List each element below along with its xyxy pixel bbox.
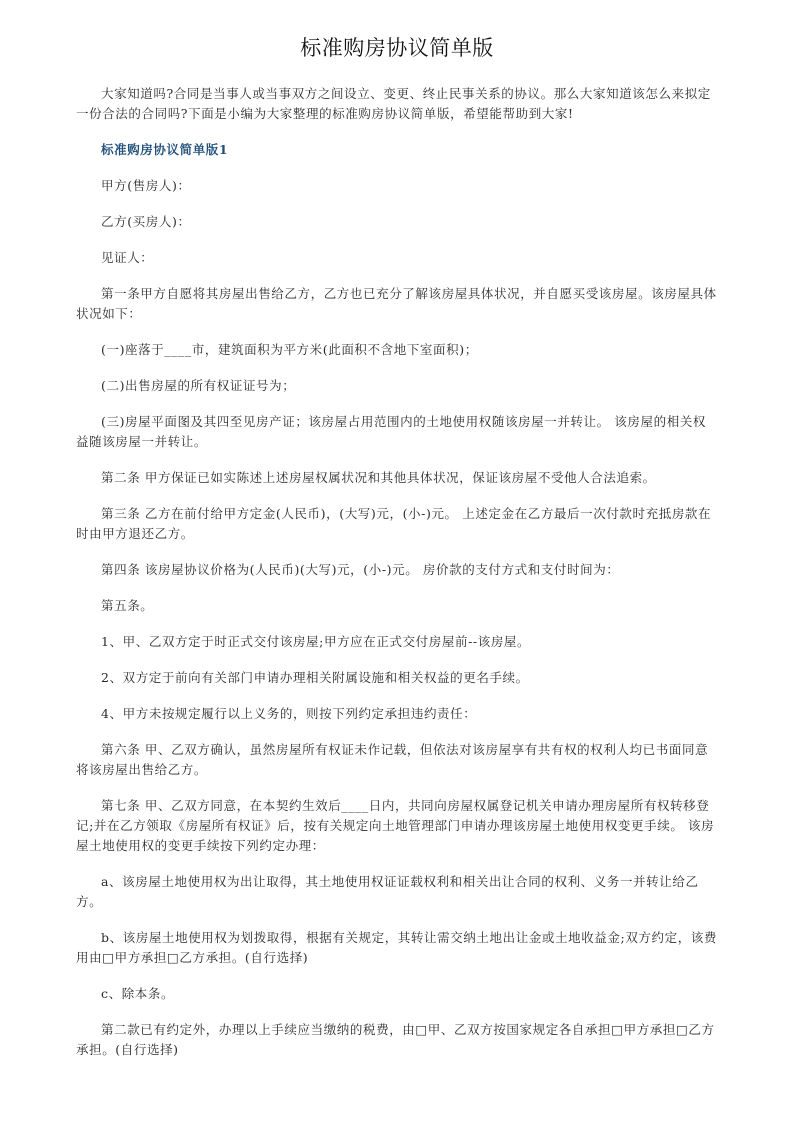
- document-title: 标准购房协议简单版: [300, 36, 494, 60]
- article-5-item-2: 2、双方定于前向有关部门申请办理相关附属设施和相关权益的更名手续。: [101, 670, 529, 685]
- article-5: 第五条。: [101, 598, 154, 613]
- article-7: 第七条 甲、乙双方同意，在本契约生效后____日内，共同向房屋权属登记机关申请办理房屋所有权转移登记;并在乙方领取《房屋所有权证》后，按有关规定向土地管理部门申请办理该房屋土地使用权变更手续。 该房屋土地使用权的变更手续按下列约定办理：: [76, 798, 715, 853]
- article-1: 第一条甲方自愿将其房屋出售给乙方，乙方也已充分了解该房屋具体状况，并自愿买受该房屋。该房屋具体状况如下：: [76, 286, 717, 321]
- section-heading: 标准购房协议简单版1: [101, 142, 229, 157]
- article-5-item-4: 4、甲方未按规定履行以上义务的，则按下列约定承担违约责任：: [101, 706, 477, 721]
- article-1-item-1: (一)座落于____市，建筑面积为平方米(此面积不含地下室面积)；: [101, 342, 478, 357]
- article-7-item-c: c、除本条。: [101, 986, 175, 1001]
- article-5-item-1: 1、甲、乙双方定于时正式交付该房屋;甲方应在正式交付房屋前--该房屋。: [101, 634, 531, 649]
- article-3: 第三条 乙方在前付给甲方定金(人民币)，(大写)元，(小-)元。 上述定金在乙方最后一次付款时充抵房款在时由甲方退还乙方。: [76, 506, 712, 541]
- article-6: 第六条 甲、乙双方确认，虽然房屋所有权证未作记载，但依法对该房屋享有共有权的权利人均已书面同意将该房屋出售给乙方。: [76, 742, 709, 777]
- article-4: 第四条 该房屋协议价格为(人民币)(大写)元，(小-)元。 房价款的支付方式和支付时间为：: [101, 562, 620, 577]
- article-7-clause-2: 第二款已有约定外，办理以上手续应当缴纳的税费，由□甲、乙双方按国家规定各自承担□甲方承担□乙方承担。(自行选择): [76, 1022, 715, 1057]
- witness-line: 见证人：: [101, 250, 154, 265]
- article-1-item-3: (三)房屋平面图及其四至见房产证；该房屋占用范围内的土地使用权随该房屋一并转让。 该房屋的相关权益随该房屋一并转让。: [76, 414, 707, 449]
- article-2: 第二条 甲方保证已如实陈述上述房屋权属状况和其他具体状况，保证该房屋不受他人合法追索。: [101, 470, 656, 485]
- party-b-line: 乙方(买房人)：: [101, 214, 191, 229]
- article-7-item-b: b、该房屋土地使用权为划拨取得，根据有关规定，其转让需交纳土地出让金或土地收益金;双方约定，该费用由□甲方承担□乙方承担。(自行选择): [76, 930, 718, 965]
- intro-paragraph: 大家知道吗?合同是当事人或当事双方之间设立、变更、终止民事关系的协议。那么大家知道该怎么来拟定一份合法的合同吗?下面是小编为大家整理的标准购房协议简单版，希望能帮助到大家!: [76, 86, 711, 121]
- article-7-item-a: a、该房屋土地使用权为出让取得，其土地使用权证证载权利和相关出让合同的权利、义务一并转让给乙方。: [76, 874, 699, 909]
- article-1-item-2: (二)出售房屋的所有权证证号为；: [101, 378, 296, 393]
- party-a-line: 甲方(售房人)：: [101, 178, 191, 193]
